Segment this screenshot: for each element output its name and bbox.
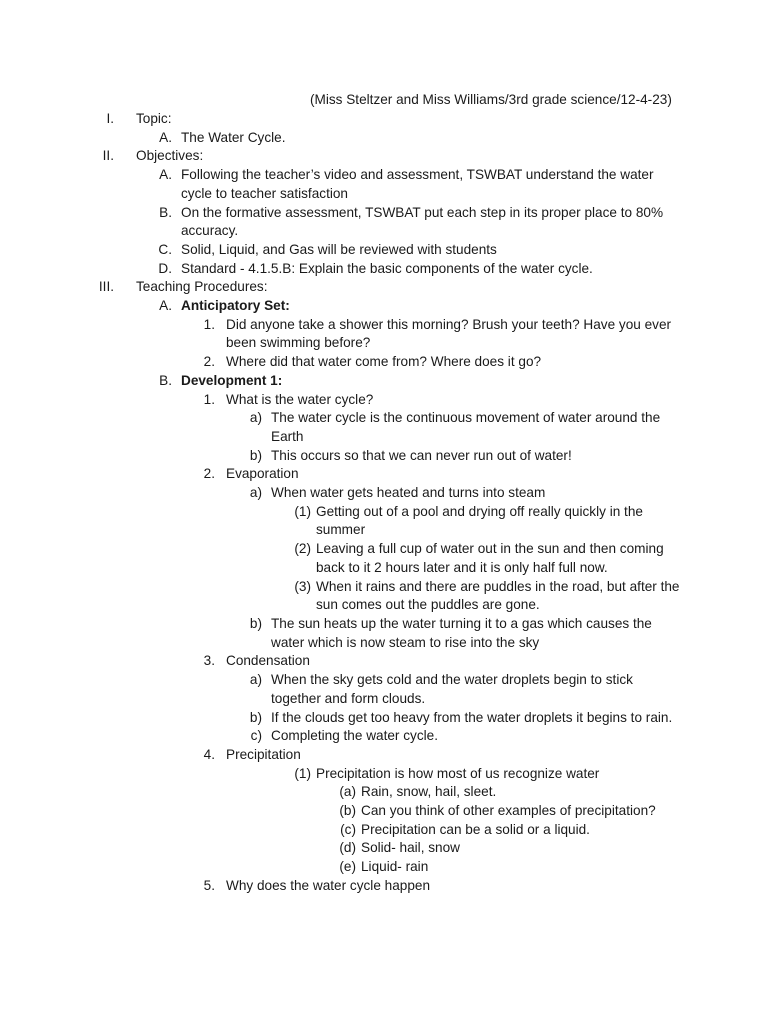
outline-item: [0, 765, 768, 784]
outline-marker: 1.: [203, 316, 215, 332]
outline-marker: b): [249, 447, 262, 463]
outline-item: [0, 709, 768, 728]
outline-text: Solid, Liquid, and Gas will be reviewed with students: [181, 241, 497, 257]
outline-text: The water cycle is the continuous movement of water around the Earth: [271, 410, 661, 444]
outline-text: Where did that water come from? Where does it go?: [226, 354, 542, 370]
outline-marker: (e): [339, 859, 356, 875]
outline-marker: D.: [158, 260, 172, 276]
outline-item: [0, 802, 768, 821]
outline-item: [0, 353, 768, 372]
outline-text: Rain, snow, hail, sleet.: [361, 784, 497, 800]
outline-marker: c): [250, 728, 262, 744]
outline-text: This occurs so that we can never run out of water!: [271, 447, 572, 463]
outline-text: Topic:: [136, 111, 172, 126]
outline-text: Evaporation: [226, 466, 299, 482]
outline-item: [0, 372, 768, 391]
outline-item: [0, 391, 768, 410]
outline-marker: 2.: [203, 354, 215, 370]
outline-text: Why does the water cycle happen: [226, 877, 431, 893]
lesson-outline: [0, 110, 768, 896]
outline-item: [0, 821, 768, 840]
outline-item: [0, 746, 768, 765]
outline-marker: (3): [294, 578, 311, 594]
outline-item: [0, 129, 768, 148]
section-heading: Anticipatory Set:: [181, 298, 290, 314]
outline-marker: 4.: [203, 746, 215, 762]
outline-text: Precipitation is how most of us recognize water: [316, 765, 600, 781]
outline-marker: a): [249, 410, 262, 426]
outline-marker: a): [249, 672, 262, 688]
outline-item: [0, 503, 768, 540]
outline-marker: II.: [102, 148, 114, 164]
outline-marker: (2): [294, 541, 311, 557]
outline-text: Completing the water cycle.: [271, 728, 438, 744]
outline-text: Leaving a full cup of water out in the sun and then coming back to it 2 hours later and it is only half full now.: [316, 541, 664, 575]
outline-marker: (d): [339, 840, 356, 856]
outline-item: [0, 652, 768, 671]
outline-item: [0, 278, 768, 297]
outline-text: Condensation: [226, 653, 310, 669]
outline-text: Getting out of a pool and drying off really quickly in the summer: [316, 503, 643, 538]
outline-marker: I.: [106, 111, 114, 126]
outline-item: [0, 839, 768, 858]
outline-marker: B.: [159, 204, 172, 220]
outline-marker: A.: [159, 129, 172, 145]
outline-marker: B.: [159, 372, 172, 388]
outline-text: When water gets heated and turns into steam: [271, 485, 546, 501]
outline-item: [0, 484, 768, 503]
outline-item: [0, 858, 768, 877]
outline-marker: b): [249, 709, 262, 725]
outline-item: [0, 447, 768, 466]
outline-text: Teaching Procedures:: [136, 279, 268, 295]
outline-item: [0, 783, 768, 802]
outline-item: [0, 671, 768, 708]
outline-marker: b): [249, 615, 262, 631]
outline-marker: C.: [158, 241, 172, 257]
outline-text: Solid- hail, snow: [361, 840, 460, 856]
outline-text: Did anyone take a shower this morning? Brush your teeth? Have you ever been swimming before?: [226, 316, 672, 351]
outline-item: [0, 316, 768, 353]
outline-marker: 3.: [203, 653, 215, 669]
outline-marker: a): [249, 485, 262, 501]
outline-marker: (1): [294, 503, 311, 519]
outline-item: [0, 110, 768, 129]
outline-text: Precipitation: [226, 746, 301, 762]
outline-item: [0, 409, 768, 446]
section-heading: Development 1:: [181, 372, 283, 388]
outline-item: [0, 727, 768, 746]
outline-text: What is the water cycle?: [226, 391, 374, 407]
outline-marker: A.: [159, 298, 172, 314]
outline-item: [0, 260, 768, 279]
outline-item: [0, 166, 768, 203]
outline-text: Can you think of other examples of precipitation?: [361, 803, 656, 819]
outline-text: The sun heats up the water turning it to a gas which causes the water which is now steam to rise into the sky: [271, 615, 652, 650]
outline-item: [0, 877, 768, 896]
outline-item: [0, 540, 768, 577]
outline-text: The Water Cycle.: [181, 129, 286, 145]
outline-item: [0, 204, 768, 241]
outline-marker: (a): [339, 784, 356, 800]
outline-text: If the clouds get too heavy from the water droplets it begins to rain.: [271, 709, 673, 725]
outline-text: When it rains and there are puddles in the road, but after the sun comes out the puddles are gone.: [316, 578, 680, 613]
outline-marker: (1): [294, 765, 311, 781]
outline-item: [0, 465, 768, 484]
outline-text: Standard - 4.1.5.B: Explain the basic components of the water cycle.: [181, 260, 593, 276]
outline-item: [0, 615, 768, 652]
outline-text: Liquid- rain: [361, 859, 429, 875]
outline-item: [0, 147, 768, 166]
outline-marker: A.: [159, 167, 172, 183]
outline-text: Following the teacher’s video and assessment, TSWBAT understand the water cycle to teacher satisfaction: [181, 167, 654, 201]
outline-marker: III.: [98, 279, 114, 295]
outline-item: [0, 297, 768, 316]
outline-marker: 5.: [203, 877, 215, 893]
outline-text: When the sky gets cold and the water droplets begin to stick together and form clouds.: [271, 672, 633, 706]
lesson-header: (Miss Steltzer and Miss Williams/3rd grade science/12-4-23): [310, 92, 672, 107]
outline-marker: 2.: [203, 466, 215, 482]
outline-marker: (b): [339, 803, 356, 819]
outline-marker: (c): [340, 821, 356, 837]
outline-text: On the formative assessment, TSWBAT put each step in its proper place to 80% accuracy.: [181, 204, 664, 239]
outline-text: Objectives:: [136, 148, 204, 164]
outline-item: [0, 241, 768, 260]
outline-marker: 1.: [203, 391, 215, 407]
outline-text: Precipitation can be a solid or a liquid.: [361, 821, 590, 837]
outline-item: [0, 578, 768, 615]
